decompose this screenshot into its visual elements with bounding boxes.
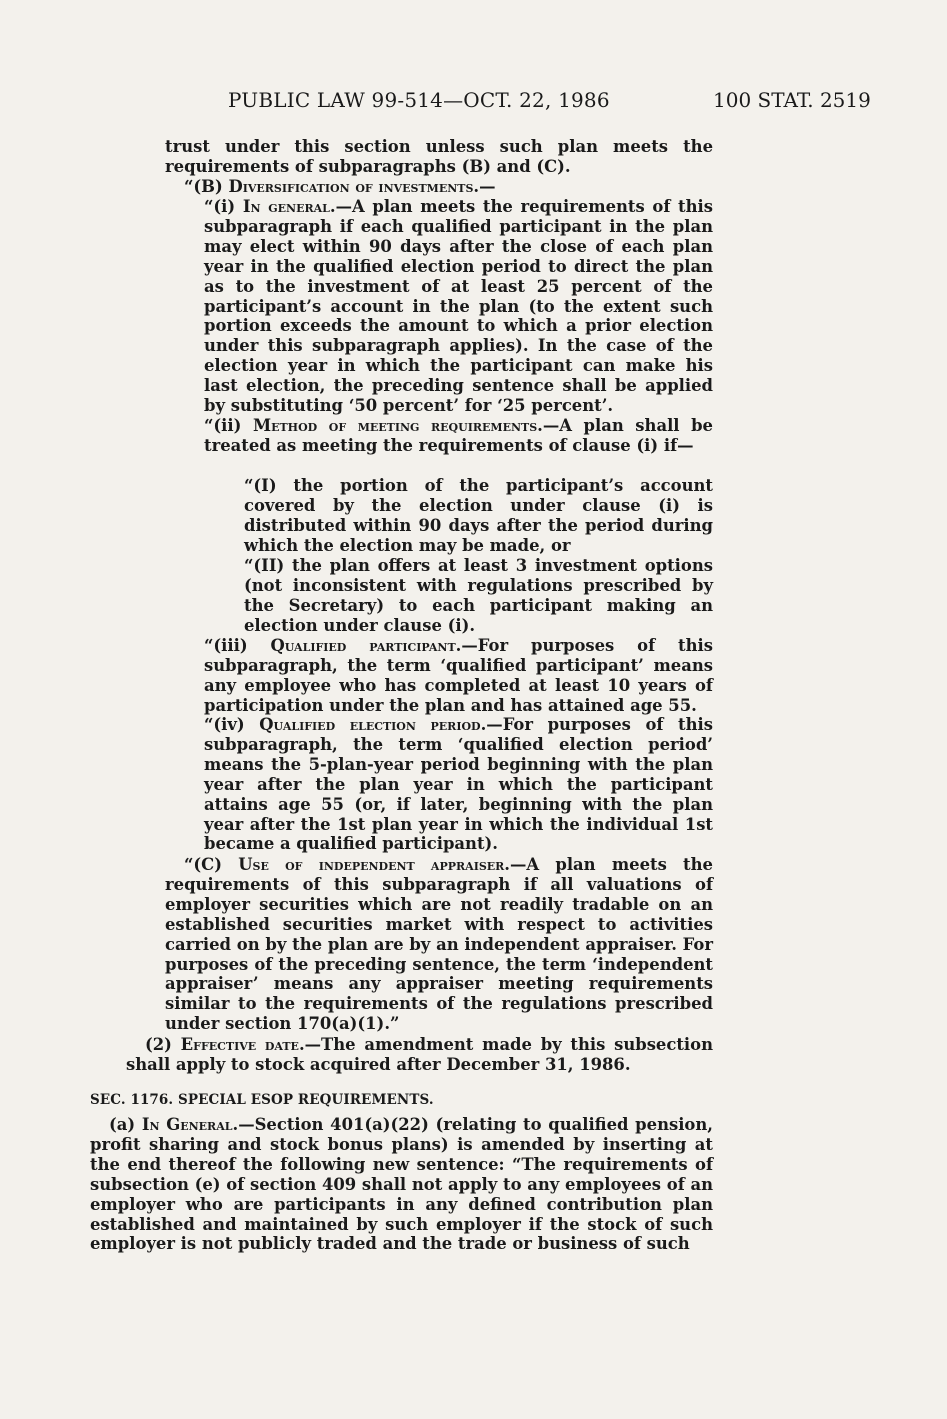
section-heading-text: SEC. 1176. SPECIAL ESOP REQUIREMENTS.	[90, 1092, 434, 1108]
running-head-title: PUBLIC LAW 99-514—OCT. 22, 1986	[228, 88, 610, 112]
enum-label: “(i)	[204, 197, 243, 216]
clause-text: —A plan meets the requirements of this subparagraph if each qualified participant in the plan may elect within 90 days after the close of each plan year in the qualified election period to direct the plan as to the investment of at least 25 percent of the participant’s account in the plan (to the extent such portion exceeds the amount to which a prior election under this subparagraph applies). In the case of the election year in which the participant can make his last election, the preceding sentence shall be applied by substituting ‘50 percent’ for ‘25 percent’.	[204, 197, 713, 416]
heading-text: Qualified election period.	[259, 715, 487, 734]
clause-iii	[204, 636, 713, 716]
clause-i	[204, 197, 713, 416]
heading-text: Method of meeting requirements.	[252, 416, 543, 435]
statute-page-number: 100 STAT. 2519	[713, 88, 871, 112]
paragraph-text: —The amendment made by this subsection shall apply to stock acquired after December 31, 1986.	[126, 1035, 713, 1074]
clause-iv	[204, 715, 713, 854]
enum-label: (a)	[109, 1115, 142, 1134]
heading-text: Qualified participant.	[270, 636, 462, 655]
paragraph-2-effective-date	[126, 1035, 713, 1075]
clause-text: —A plan shall be treated as meeting the requirements of clause (i) if—	[204, 416, 713, 455]
section-heading	[90, 1091, 713, 1111]
heading-text: In General.	[141, 1115, 239, 1134]
enum-label: “(C)	[184, 855, 239, 874]
heading-text: Diversification of investments.	[228, 177, 480, 196]
heading-text: Effective date.	[180, 1035, 305, 1054]
paragraph-continuation	[165, 137, 713, 177]
page-header	[0, 88, 947, 118]
subparagraph-b-heading	[184, 177, 713, 197]
subsection-a	[90, 1115, 713, 1254]
subsection-text: —Section 401(a)(22) (relating to qualified pension, profit sharing and stock bonus plans) is amended by inserting at the end thereof the following new sentence: “The requirements of subsection (e) of section 409 shall not apply to any employees of an employer who are participants in any defined contribution plan established and maintained by such employer if the stock of such employer is not publicly traded and the trade or business of such	[90, 1115, 713, 1254]
subclause-I	[244, 476, 713, 556]
clause-text: —For purposes of this subparagraph, the term ‘qualified election period’ means the 5-plan-year period beginning with the plan year after the plan year in which the participant attains age 55 (or, if later, beginning with the plan year after the 1st plan year in which the individual 1st became a qualified participant).	[204, 715, 713, 854]
heading-text: In general.	[242, 197, 336, 216]
subclause-text: “(I) the portion of the participant’s account covered by the election under clause (i) is distributed within 90 days after the period during which the election may be made, or	[244, 476, 713, 555]
enum-label: “(iv)	[204, 715, 260, 734]
enum-label: “(B)	[184, 177, 229, 196]
paragraph-text: trust under this section unless such plan meets the requirements of subparagraphs (B) and (C).	[165, 137, 713, 176]
enum-label: “(iii)	[204, 636, 271, 655]
dash: —	[479, 177, 496, 196]
subclause-text: “(II) the plan offers at least 3 investment options (not inconsistent with regulations prescribed by the Secretary) to each participant making an election under clause (i).	[244, 556, 713, 635]
subparagraph-c	[165, 855, 713, 1034]
subclause-II	[244, 556, 713, 636]
subparagraph-text: —A plan meets the requirements of this subparagraph if all valuations of employer securities which are not readily tradable on an established securities market with respect to activities carried on by the plan are by an independent appraiser. For purposes of the preceding sentence, the term ‘independent appraiser’ means any appraiser meeting requirements similar to the requirements of the regulations prescribed under section 170(a)(1).”	[165, 855, 713, 1034]
enum-label: “(ii)	[204, 416, 253, 435]
heading-text: Use of independent appraiser.	[238, 855, 511, 874]
enum-label: (2)	[145, 1035, 181, 1054]
clause-text: —For purposes of this subparagraph, the term ‘qualified participant’ means any employee who has completed at least 10 years of participation under the plan and has attained age 55.	[204, 636, 713, 715]
clause-ii	[204, 416, 713, 456]
